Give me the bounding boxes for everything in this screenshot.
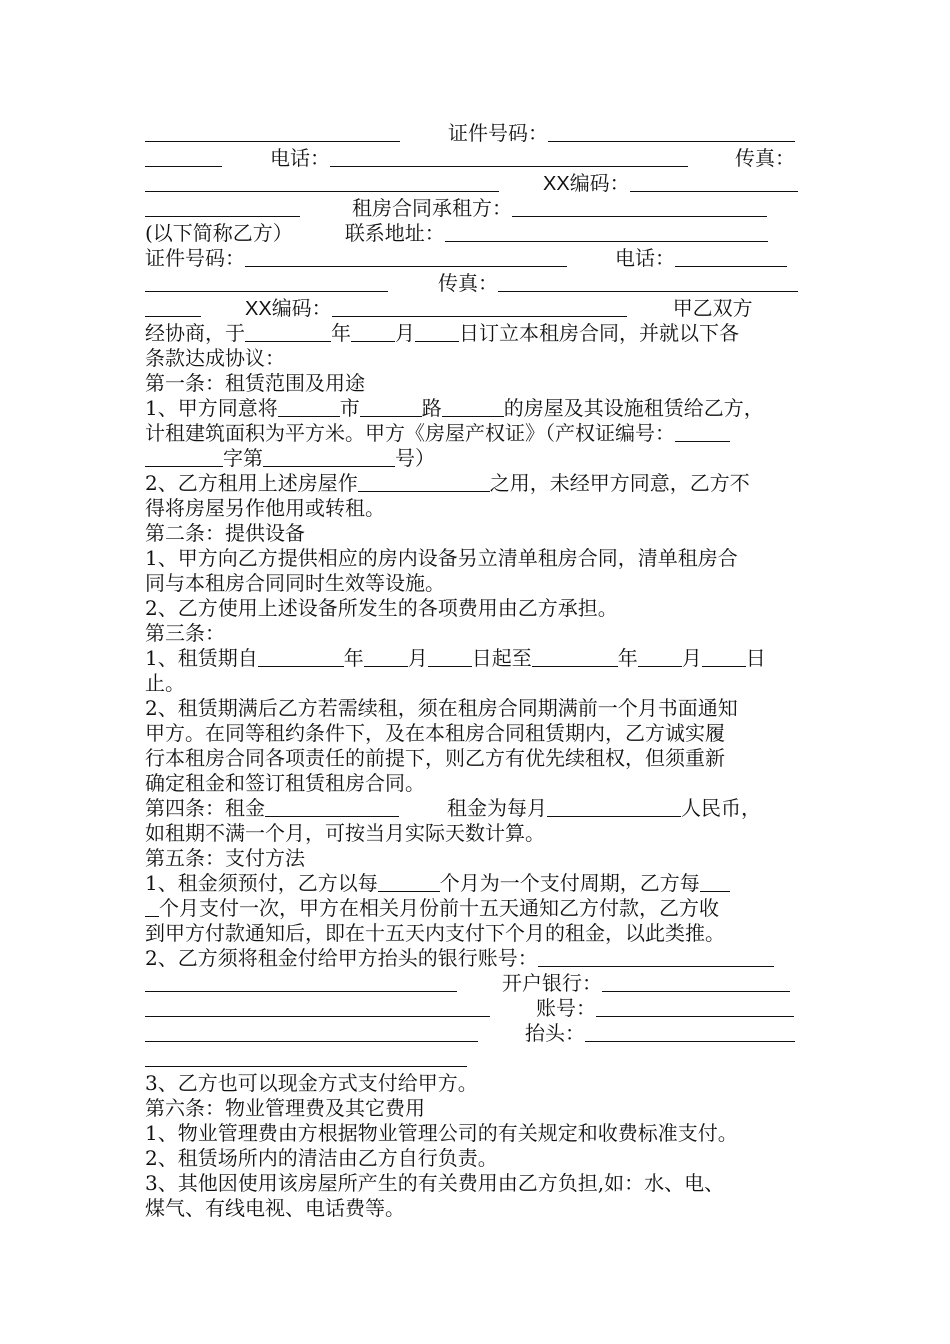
clause-text: 之用，未经甲方同意，乙方不 — [489, 471, 750, 495]
article-2-clause-2: 2、乙方使用上述设备所发生的各项费用由乙方承担。 — [145, 596, 618, 620]
blank-field[interactable] — [145, 1021, 478, 1042]
start-day-field[interactable] — [428, 646, 472, 667]
property-cert-field[interactable] — [675, 421, 730, 442]
party-b-id-field[interactable] — [245, 246, 567, 267]
clause-text: 1、租金须预付，乙方以每 — [145, 871, 378, 895]
party-b-fax-label: 传真： — [438, 271, 498, 295]
preamble-text: 月 — [395, 321, 415, 345]
clause-text: 2、乙方须将租金付给甲方抬头的银行账号： — [145, 946, 538, 970]
party-b-title: 租房合同承租方： — [352, 196, 512, 220]
article-6-clause-3: 3、其他因使用该房屋所产生的有关费用由乙方负担,如：水、电、 — [145, 1171, 725, 1195]
bank-account-field[interactable] — [538, 946, 774, 967]
article-5-clause-1-line-2 — [145, 896, 808, 921]
party-b-address-label: 联系地址： — [344, 221, 445, 245]
clause-text: 年 — [617, 646, 638, 670]
article-5-bank-line — [145, 971, 808, 996]
article-6-clause-2: 2、租赁场所内的清洁由乙方自行负责。 — [145, 1146, 498, 1170]
party-a-id-field[interactable] — [548, 121, 795, 142]
clause-text: 日 — [745, 646, 766, 670]
clause-text: 路 — [421, 396, 442, 420]
blank-field[interactable] — [145, 271, 388, 292]
party-a-fax-label: 传真： — [735, 146, 795, 170]
party-a-id-line — [145, 121, 808, 146]
clause-text: 号） — [395, 446, 435, 470]
party-a-zip-label: 编码： — [569, 171, 630, 195]
article-6-clause-3-line-2: 煤气、有线电视、电话费等。 — [145, 1196, 405, 1220]
clause-text: 个月支付一次，甲方在相关月份前十五天通知乙方付款，乙方收 — [159, 896, 719, 920]
start-year-field[interactable] — [258, 646, 344, 667]
article-5-heading: 第五条：支付方法 — [145, 846, 305, 870]
clause-text: 1、租赁期自 — [145, 646, 258, 670]
payment-months-field[interactable] — [700, 871, 730, 892]
bank-label: 开户银行： — [502, 971, 602, 995]
article-4-heading: 第四条：租金 — [145, 796, 265, 820]
article-6-heading: 第六条：物业管理费及其它费用 — [145, 1096, 425, 1120]
party-b-fax-line — [145, 271, 808, 296]
party-b-fax-field[interactable] — [498, 271, 798, 292]
article-1-clause-2-line-2: 得将房屋另作他用或转租。 — [145, 496, 385, 520]
party-b-zip-prefix: XX — [245, 298, 272, 320]
article-5-blank-line — [145, 1046, 808, 1071]
article-4-line-2: 如租期不满一个月，可按当月实际天数计算。 — [145, 821, 545, 845]
clause-text: 日起至 — [471, 646, 532, 670]
payment-months-field[interactable] — [145, 896, 159, 917]
property-cert-number-field[interactable] — [263, 446, 395, 467]
clause-text: 个月为一个支付周期，乙方每 — [439, 871, 700, 895]
clause-text: 字第 — [223, 446, 263, 470]
article-2-heading: 第二条：提供设备 — [145, 521, 305, 545]
party-b-phone-label: 电话： — [615, 246, 675, 270]
article-5-clause-1 — [145, 871, 808, 896]
preamble-text: 年 — [331, 321, 351, 345]
article-3-clause-1 — [145, 646, 808, 671]
party-b-zip-label: 编码： — [271, 296, 332, 320]
clause-text: 市 — [339, 396, 360, 420]
article-1-clause-2 — [145, 471, 808, 496]
party-b-phone-field[interactable] — [675, 246, 787, 267]
article-5-clause-2 — [145, 946, 808, 971]
address-number-field[interactable] — [442, 396, 504, 417]
blank-field[interactable] — [145, 996, 490, 1017]
article-3-clause-2-line-3: 行本租房合同各项责任的前提下，则乙方有优先续租权，但须重新 — [145, 746, 725, 770]
clause-text: 月 — [407, 646, 428, 670]
clause-text: 的房屋及其设施租赁给乙方， — [503, 396, 764, 420]
monthly-rent-field[interactable] — [547, 796, 681, 817]
preamble-date-line — [145, 321, 808, 346]
article-1-clause-1 — [145, 396, 808, 421]
end-month-field[interactable] — [638, 646, 682, 667]
payee-field-continued[interactable] — [145, 1046, 467, 1067]
article-6-clause-1: 1、物业管理费由方根据物业管理公司的有关规定和收费标准支付。 — [145, 1121, 738, 1145]
article-2-clause-1-line-2: 同与本租房合同同时生效等设施。 — [145, 571, 445, 595]
clause-text: 月 — [681, 646, 702, 670]
article-3-clause-2-line-4: 确定租金和签订租赁租房合同。 — [145, 771, 425, 795]
bank-name-field[interactable] — [602, 971, 790, 992]
article-5-payee-line — [145, 1021, 808, 1046]
article-3-clause-2-line-2: 甲方。在同等租约条件下，及在本租房合同租赁期内，乙方诚实履 — [145, 721, 725, 745]
article-3-clause-2: 2、租赁期满后乙方若需续租，须在租房合同期满前一个月书面通知 — [145, 696, 738, 720]
account-number-field[interactable] — [596, 996, 794, 1017]
article-5-account-line — [145, 996, 808, 1021]
blank-field[interactable] — [145, 296, 201, 317]
payment-cycle-field[interactable] — [378, 871, 440, 892]
blank-field[interactable] — [145, 121, 400, 142]
rent-label: 租金为每月 — [447, 796, 547, 820]
party-a-phone-label: 电话： — [270, 146, 330, 170]
preamble-intro-tail: 甲乙双方 — [672, 296, 753, 320]
preamble-line: 条款达成协议： — [145, 346, 285, 370]
blank-field[interactable] — [145, 196, 300, 217]
article-5-clause-3: 3、乙方也可以现金方式支付给甲方。 — [145, 1071, 478, 1095]
end-year-field[interactable] — [532, 646, 618, 667]
rent-field[interactable] — [265, 796, 399, 817]
party-b-alias: (以下简称乙方） — [145, 221, 293, 245]
preamble-text: 日订立本租房合同，并就以下各 — [459, 321, 739, 345]
party-a-zip-prefix: XX — [543, 173, 570, 195]
account-label: 账号： — [536, 996, 596, 1020]
party-b-address-field[interactable] — [445, 221, 768, 242]
party-b-zip-line — [145, 296, 808, 321]
clause-text: 年 — [343, 646, 364, 670]
party-b-id-label: 证件号码： — [145, 246, 245, 270]
article-3-heading: 第三条： — [145, 621, 225, 645]
clause-text: 2、乙方租用上述房屋作 — [145, 471, 358, 495]
party-a-phone-line — [145, 146, 808, 171]
payee-label: 抬头： — [525, 1021, 585, 1045]
party-b-title-line — [145, 196, 808, 221]
article-2-clause-1: 1、甲方向乙方提供相应的房内设备另立清单租房合同，清单租房合 — [145, 546, 738, 570]
article-3-clause-1-line-2: 止。 — [145, 671, 185, 695]
end-day-field[interactable] — [702, 646, 746, 667]
sign-day-field[interactable] — [415, 321, 459, 342]
currency-label: 人民币， — [681, 796, 761, 820]
article-1-heading: 第一条：租赁范围及用途 — [145, 371, 365, 395]
start-month-field[interactable] — [364, 646, 408, 667]
party-b-zip-field[interactable] — [332, 296, 627, 317]
property-cert-field[interactable] — [145, 446, 223, 467]
party-b-id-line — [145, 246, 808, 271]
blank-field[interactable] — [145, 971, 457, 992]
preamble-text: 经协商，于 — [145, 321, 245, 345]
party-a-zip-field[interactable] — [630, 171, 798, 192]
article-5-clause-1-line-3: 到甲方付款通知后，即在十五天内支付下个月的租金，以此类推。 — [145, 921, 725, 945]
contract-page — [145, 121, 808, 1221]
clause-text: 计租建筑面积为平方米。甲方《房屋产权证》（产权证编号： — [145, 421, 675, 445]
party-b-name-field[interactable] — [512, 196, 767, 217]
road-field[interactable] — [360, 396, 422, 417]
party-a-zip-line — [145, 171, 808, 196]
party-a-fax-field[interactable] — [145, 171, 499, 192]
blank-field[interactable] — [145, 146, 222, 167]
clause-text: 1、甲方同意将 — [145, 396, 278, 420]
article-1-clause-1-line-2 — [145, 421, 808, 446]
party-a-id-label: 证件号码： — [448, 121, 548, 145]
usage-field[interactable] — [358, 471, 490, 492]
party-a-phone-field[interactable] — [330, 146, 688, 167]
article-4-heading-line — [145, 796, 808, 821]
party-b-address-line — [145, 221, 808, 246]
sign-month-field[interactable] — [351, 321, 395, 342]
article-1-clause-1-line-3 — [145, 446, 808, 471]
city-field[interactable] — [278, 396, 340, 417]
sign-year-field[interactable] — [245, 321, 331, 342]
payee-field[interactable] — [585, 1021, 795, 1042]
